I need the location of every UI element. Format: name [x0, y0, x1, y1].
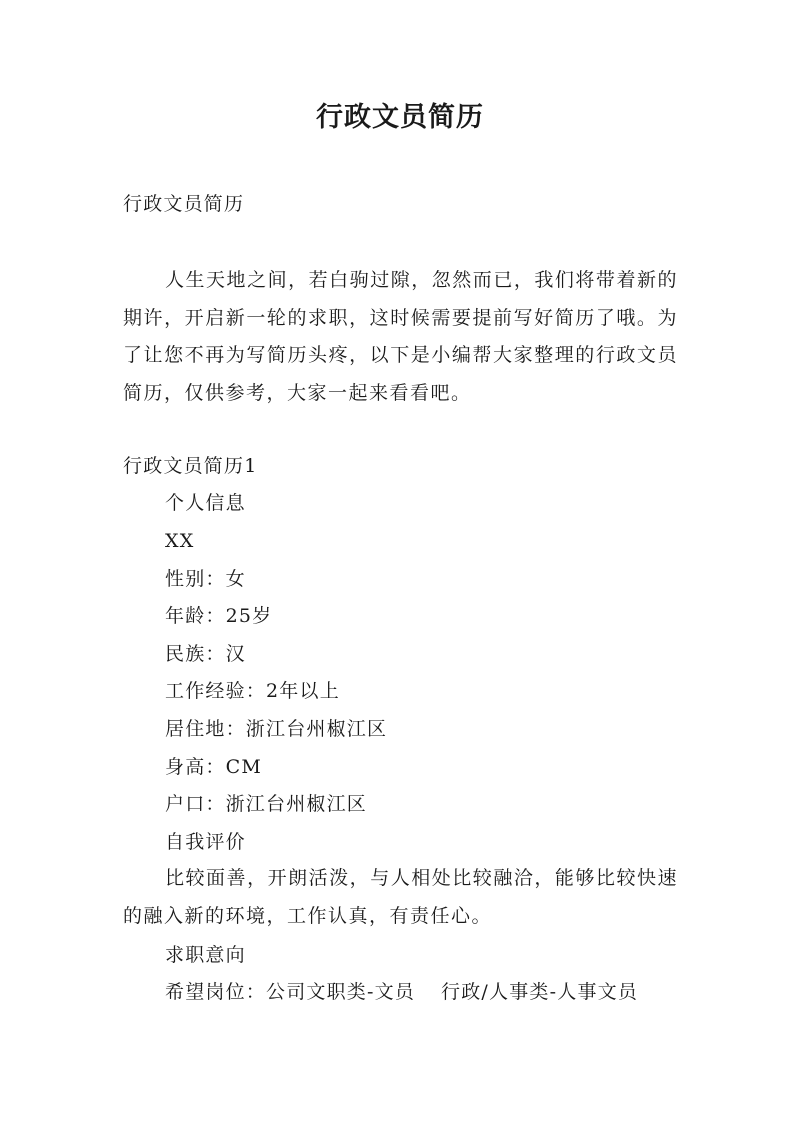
residence-line: 居住地：浙江台州椒江区	[165, 718, 388, 740]
job-intent-label: 求职意向	[165, 944, 246, 966]
document-subtitle: 行政文员简历	[123, 193, 245, 215]
intro-paragraph: 人生天地之间，若白驹过隙，忽然而已，我们将带着新的期许，开启新一轮的求职，这时候需要提前写好简历了哦。为了让您不再为写简历头疼，以下是小编帮大家整理的行政文员简历，仅供参考，大家一起来看看吧。	[123, 269, 678, 404]
gender-line: 性别：女	[165, 568, 246, 590]
age-line: 年龄：25岁	[165, 605, 273, 627]
self-evaluation-label: 自我评价	[165, 831, 246, 853]
desired-position-line	[165, 977, 638, 1007]
ethnicity-line: 民族：汉	[165, 643, 246, 665]
hukou-line: 户口：浙江台州椒江区	[165, 793, 368, 815]
resume-1-heading: 行政文员简历1	[123, 455, 258, 477]
personal-info-label: 个人信息	[165, 492, 246, 514]
name-value: XX	[165, 530, 195, 552]
height-line: 身高：CM	[165, 756, 262, 778]
self-evaluation-text: 比较面善，开朗活泼，与人相处比较融洽，能够比较快速的融入新的环境，工作认真，有责任心。	[123, 867, 678, 927]
document-title: 行政文员简历	[316, 102, 484, 133]
experience-line: 工作经验：2年以上	[165, 680, 340, 702]
desired-position-2: 行政/人事类-人事文员	[441, 981, 639, 1003]
desired-position-1: 希望岗位：公司文职类-文员	[165, 981, 416, 1003]
